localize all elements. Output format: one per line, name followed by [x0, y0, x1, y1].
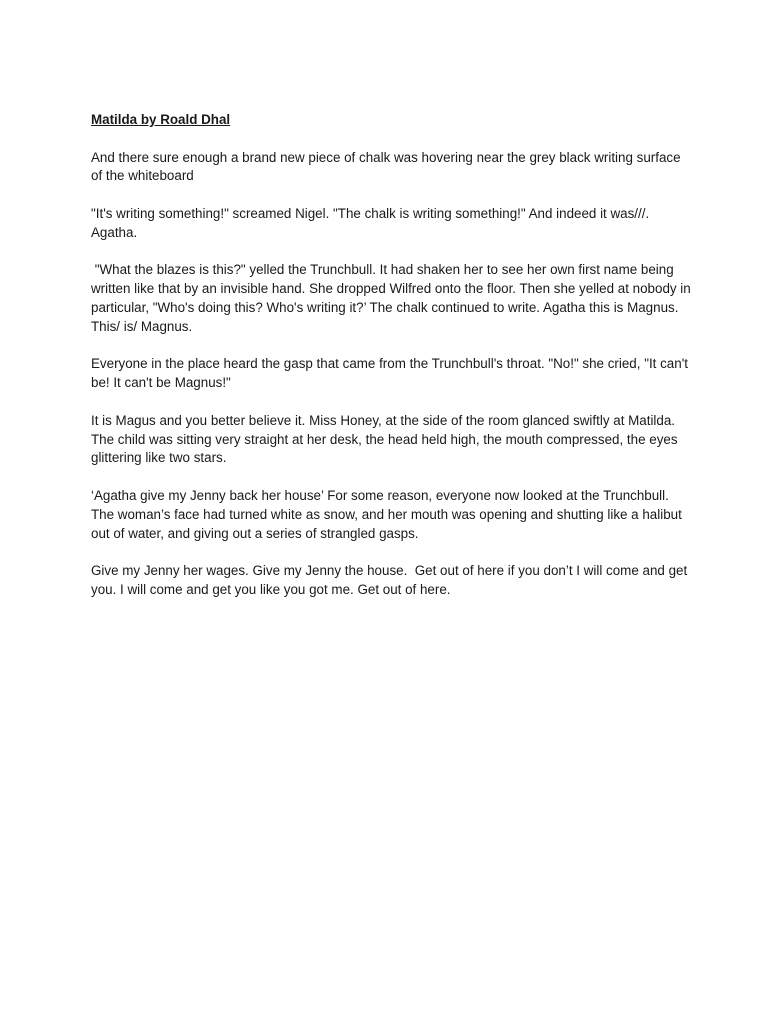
paragraph-5: It is Magus and you better believe it. Miss Honey, at the side of the room glanced swiftly at Matilda. The child was sitting very straight at her desk, the head held high, the mouth compressed, the eyes glittering like two stars.	[91, 412, 682, 466]
paragraph-1: And there sure enough a brand new piece of chalk was hovering near the grey black writing surface of the whiteboard	[91, 149, 685, 184]
paragraph-6: ‘Agatha give my Jenny back her house’ For some reason, everyone now looked at the Trunchbull. The woman’s face had turned white as snow, and her mouth was opening and shutting like a halibut out of water, and giving out a series of strangled gasps.	[91, 487, 686, 541]
paragraph-3: "What the blazes is this?" yelled the Trunchbull. It had shaken her to see her own first name being written like that by an invisible hand. She dropped Wilfred onto the floor. Then she yelled at nobody in particular, "Who's doing this? Who's writing it?’ The chalk continued to write. Agatha this is Magnus. This/ is/ Magnus.	[91, 262, 695, 334]
paragraph-4: Everyone in the place heard the gasp that came from the Trunchbull's throat. "No!" she cried, "It can't be! It can't be Magnus!"	[91, 356, 692, 391]
document-title: Matilda by Roald Dhal	[91, 112, 231, 127]
paragraph-2: "It's writing something!" screamed Nigel. "The chalk is writing something!" And indeed it was///. Agatha.	[91, 205, 653, 240]
document-body	[91, 111, 695, 619]
paragraph-7: Give my Jenny her wages. Give my Jenny the house. Get out of here if you don’t I will come and get you. I will come and get you like you got me. Get out of here.	[91, 563, 691, 597]
